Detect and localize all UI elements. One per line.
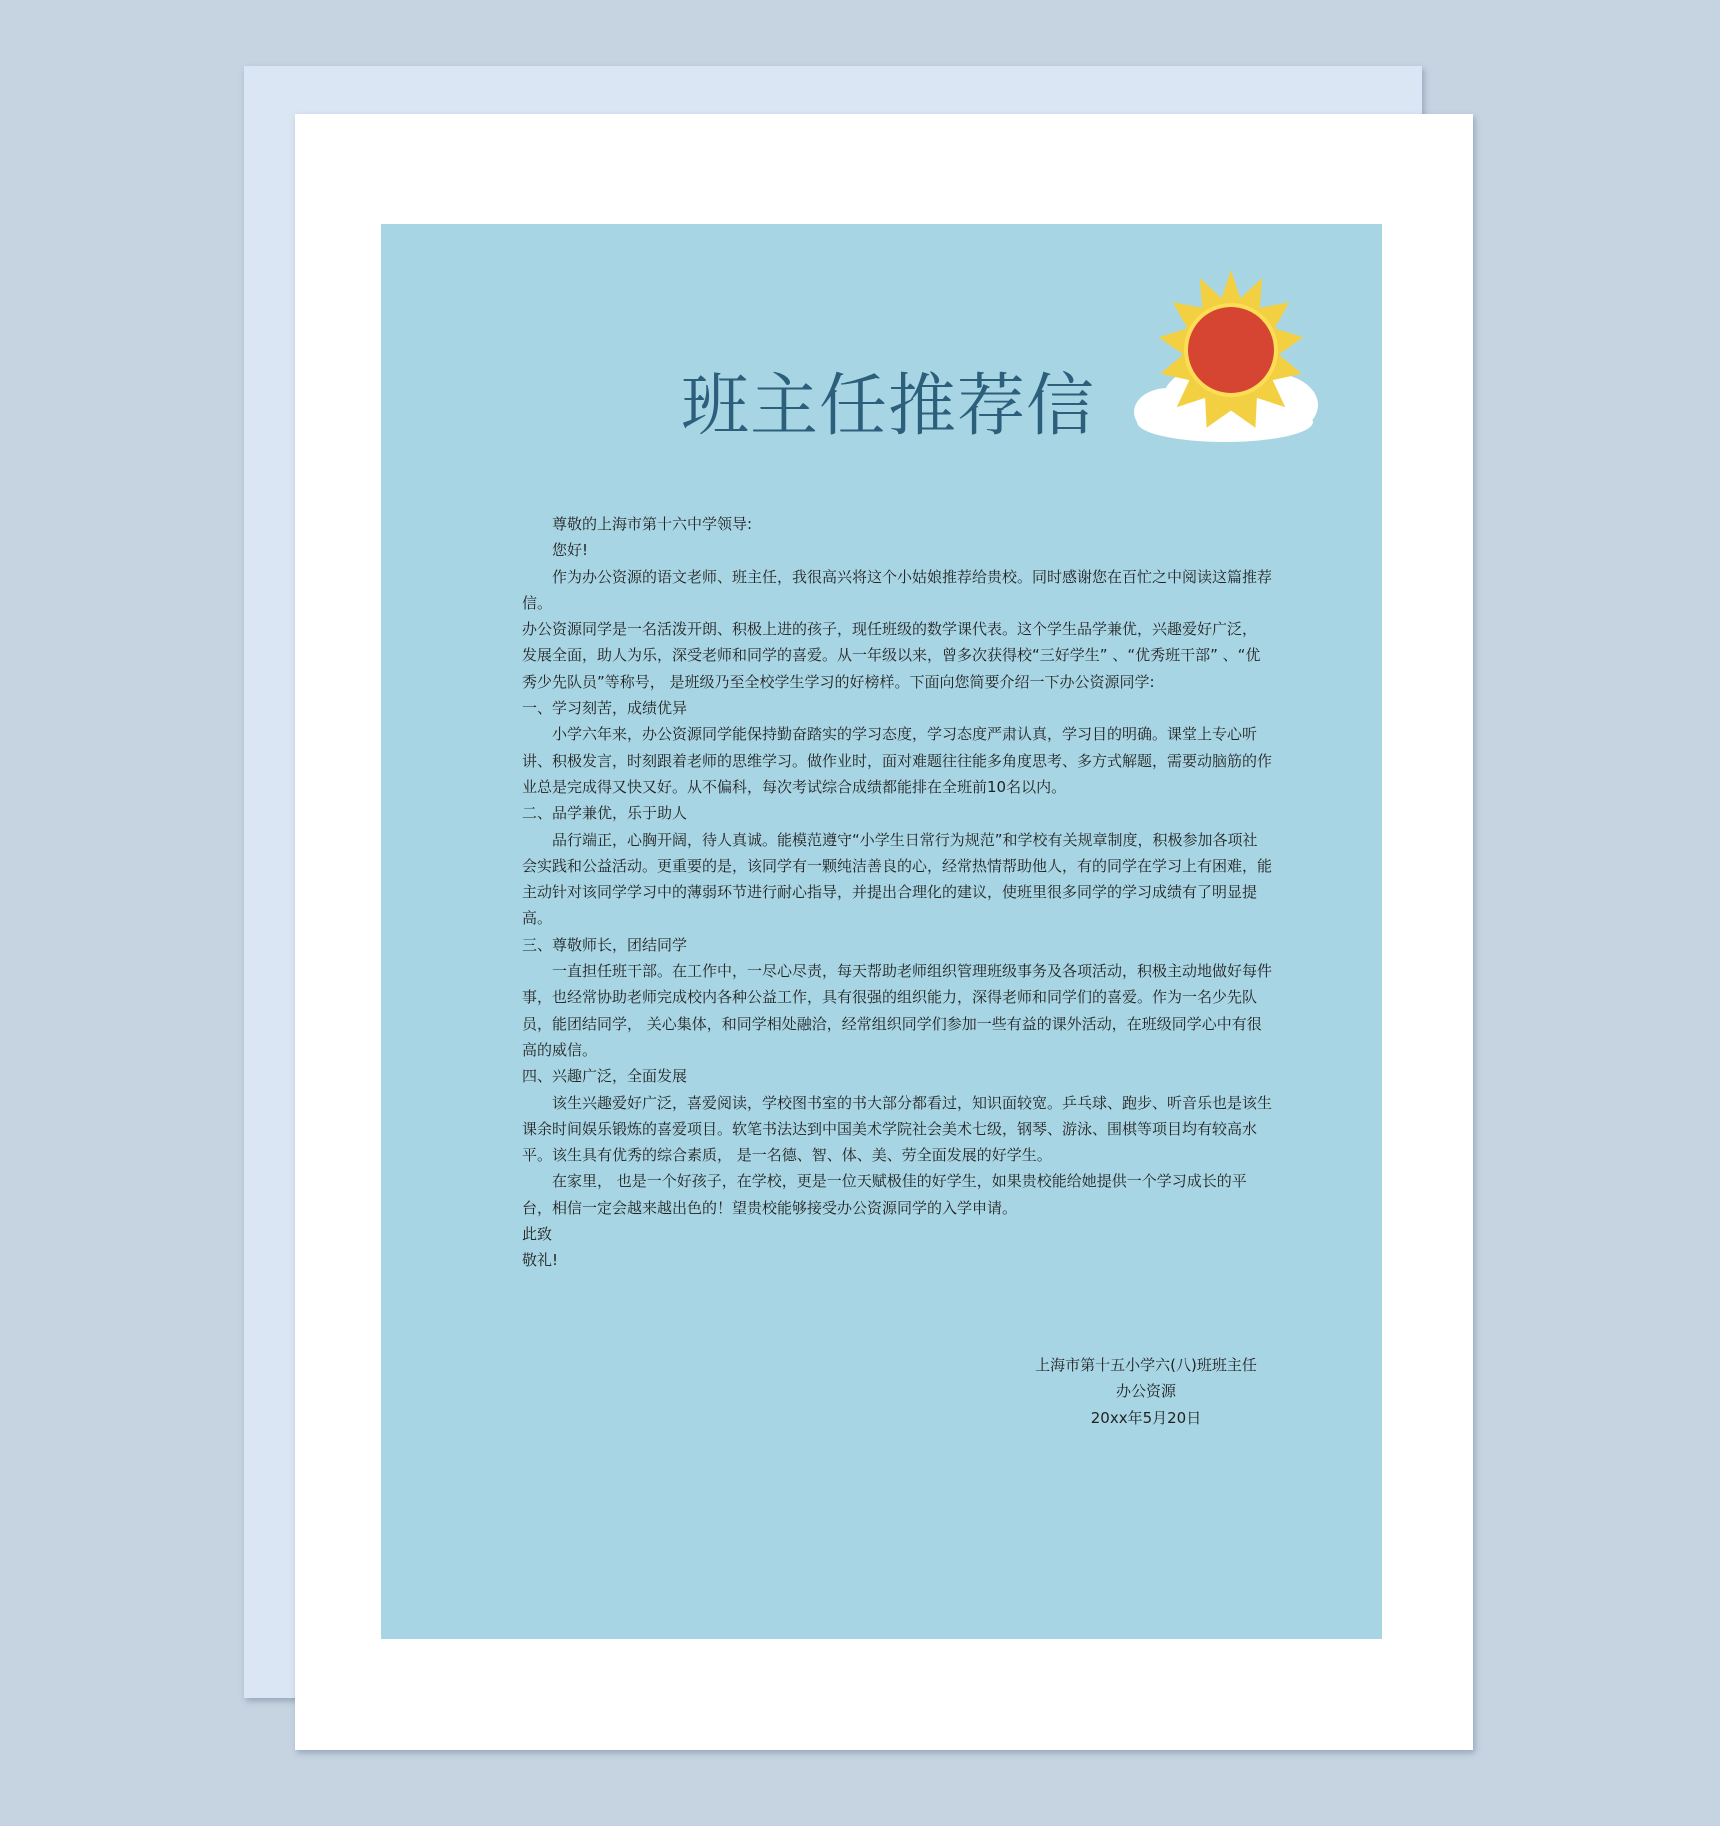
greeting: 您好! (552, 541, 589, 560)
closing-line: 敬礼! (522, 1251, 559, 1270)
signature-block (1021, 1352, 1271, 1431)
salutation: 尊敬的上海市第十六中学领导: (552, 515, 753, 533)
page-title: 班主任推荐信 (681, 367, 1096, 446)
signature-name: 办公资源 (1115, 1382, 1176, 1401)
letter-panel (381, 224, 1382, 1639)
intro-paragraph: 作为办公资源的语文老师、班主任，我很高兴将这个小姑娘推荐给贵校。同时感谢您在百忙之中阅读这篇推荐信。 (522, 567, 1273, 612)
signature-school: 上海市第十五小学六(八)班班主任 (1035, 1356, 1257, 1374)
section-heading: 三、尊敬师长，团结同学 (522, 935, 688, 954)
front-paper-sheet (295, 114, 1473, 1750)
section-text: 小学六年来，办公资源同学能保持勤奋踏实的学习态度，学习态度严肃认真，学习目的明确。课堂上专心听讲、积极发言，时刻跟着老师的思维学习。做作业时，面对难题往往能多角度思考、多方式解题，需要动脑筋的作业总是完成得又快又好。从不偏科，每次考试综合成绩都能排在全班前10名以内。 (522, 725, 1273, 796)
closing-paragraph: 在家里， 也是一个好孩子，在学校，更是一位天赋极佳的好学生，如果贵校能给她提供一个学习成长的平台，相信一定会越来越出色的！望贵校能够接受办公资源同学的入学申请。 (522, 1172, 1247, 1217)
letter-body (522, 511, 1272, 1274)
overview-paragraph: 办公资源同学是一名活泼开朗、积极上进的孩子，现任班级的数学课代表。这个学生品学兼优，兴趣爱好广泛， 发展全面，助人为乐，深受老师和同学的喜爱。从一年级以来，曾多次获得校“三好学生” 、“优秀班干部” 、“优秀少先队员”等称号， 是班级乃至全校学生学习的好榜样。下面向您简要介绍一下办公资源同学: (522, 620, 1261, 691)
section-text: 一直担任班干部。在工作中，一尽心尽责，每天帮助老师组织管理班级事务及各项活动，积极主动地做好每件事，也经常协助老师完成校内各种公益工作，具有很强的组织能力，深得老师和同学们的喜爱。作为一名少先队员，能团结同学， 关心集体，和同学相处融洽，经常组织同学们参加一些有益的课外活动，在班级同学心中有很高的威信。 (522, 962, 1273, 1059)
signature-date: 20xx年5月20日 (1090, 1408, 1202, 1427)
sun-core-red (1188, 307, 1274, 393)
section-heading: 二、品学兼优，乐于助人 (522, 804, 688, 823)
section-text: 品行端正，心胸开阔，待人真诚。能模范遵守“小学生日常行为规范”和学校有关规章制度，积极参加各项社会实践和公益活动。更重要的是，该同学有一颗纯洁善良的心，经常热情帮助他人，有的同学在学习上有困难，能主动针对该同学学习中的薄弱环节进行耐心指导，并提出合理化的建议，使班里很多同学的学习成绩有了明显提高。 (522, 830, 1273, 928)
section-heading: 一、学习刻苦，成绩优异 (522, 699, 688, 718)
section-heading: 四、兴趣广泛，全面发展 (522, 1067, 688, 1086)
closing-line: 此致 (522, 1225, 553, 1244)
sun-cloud-icon (1130, 270, 1320, 450)
section-text: 该生兴趣爱好广泛，喜爱阅读，学校图书室的书大部分都看过，知识面较宽。乒乓球、跑步、听音乐也是该生课余时间娱乐锻炼的喜爱项目。软笔书法达到中国美术学院社会美术七级，钢琴、游泳、围棋等项目均有较高水平。该生具有优秀的综合素质， 是一名德、智、体、美、劳全面发展的好学生。 (522, 1093, 1273, 1165)
